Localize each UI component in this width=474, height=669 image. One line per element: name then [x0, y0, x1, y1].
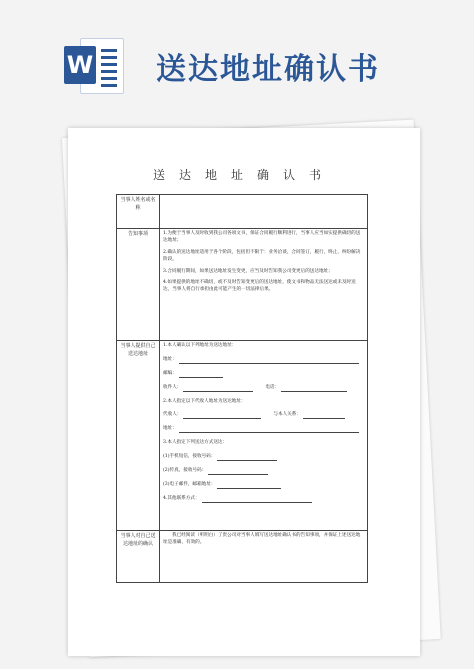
notice-item: 1.为便于当事人及时收到我公司各项文书，保证合同履行顺利进行，当事人应当如实提供确切的送达地址；	[163, 231, 361, 243]
notice-cell	[160, 229, 368, 341]
party-label: 当事人姓名或名称	[117, 195, 160, 229]
notice-item: 4.如果提供的地址不确切，或不及时告知变更后的送达地址，使文书和物品无法送达或未及时送达，当事人将自行承担由此可能产生的一切法律后果。	[163, 280, 356, 293]
other-contact-field[interactable]	[202, 497, 312, 503]
section-2-text: 2.本人指定以下代收人地址为送达地址：	[163, 398, 246, 404]
table-row	[117, 195, 368, 229]
agent-address-field[interactable]	[179, 427, 359, 433]
document-page	[68, 128, 420, 656]
address-label: 当事人提供自己送达地址	[117, 341, 160, 531]
banner-title: 送达地址确认书	[156, 52, 380, 87]
email-field[interactable]	[217, 483, 281, 489]
relation-label: 与本人关系：	[273, 412, 301, 418]
party-name-cell[interactable]	[160, 195, 368, 229]
confirm-text: 我已经阅读（听明白）了贵公司对当事人填写送达地址确认书的告知事项，并保证上述送达地址是准确、有效的。	[163, 533, 361, 545]
agent-field[interactable]	[183, 413, 261, 419]
email-label: (3)电子邮件，邮箱地址：	[163, 481, 216, 487]
relation-field[interactable]	[303, 413, 345, 419]
document-title: 送达地址确认书	[152, 168, 335, 182]
phone-field[interactable]	[281, 386, 347, 392]
confirm-label: 当事人对自己送达地址的确认	[117, 531, 160, 583]
confirm-cell	[160, 531, 368, 583]
table-row	[117, 341, 368, 531]
address-cell	[160, 341, 368, 531]
notice-item: 2.确认的送达地址适用于各个阶段，包括但不限于：业务洽谈，合同签订，履行，终止、纠纷解决阶段。	[163, 249, 361, 262]
postcode-label: 邮编：	[163, 370, 177, 376]
fax-field[interactable]	[208, 469, 268, 475]
header-banner	[0, 0, 474, 115]
notice-item: 3.合同履行期间，如果送达地址发生变更，应当及时告知我公司变更后的送达地址；	[163, 268, 333, 274]
sms-label: (1)手机短信，接收号码：	[163, 454, 216, 460]
postcode-field[interactable]	[179, 372, 223, 378]
notice-label: 告知事项	[117, 229, 160, 341]
agent-address-label: 地址：	[163, 426, 177, 432]
word-badge: W	[64, 46, 96, 84]
agent-label: 代收人：	[163, 412, 182, 418]
fax-label: (2)传真，接收号码：	[163, 468, 207, 474]
recipient-label: 收件人：	[163, 384, 182, 390]
word-doc-icon	[64, 36, 124, 94]
phone-label: 电话：	[265, 384, 280, 390]
table-row	[117, 531, 368, 583]
table-row	[117, 229, 368, 341]
address-field-label: 地址：	[163, 356, 177, 362]
sms-field[interactable]	[217, 455, 277, 461]
address-form-table	[116, 194, 368, 583]
recipient-field[interactable]	[183, 386, 253, 392]
other-contact-label: 4.其他联系方式：	[163, 495, 200, 501]
section-3-text: 3.本人指定下列送达方式送达：	[163, 440, 228, 446]
section-1-text: 1.本人确认以下列地址为送达地址：	[163, 343, 237, 348]
address-field[interactable]	[179, 358, 359, 364]
